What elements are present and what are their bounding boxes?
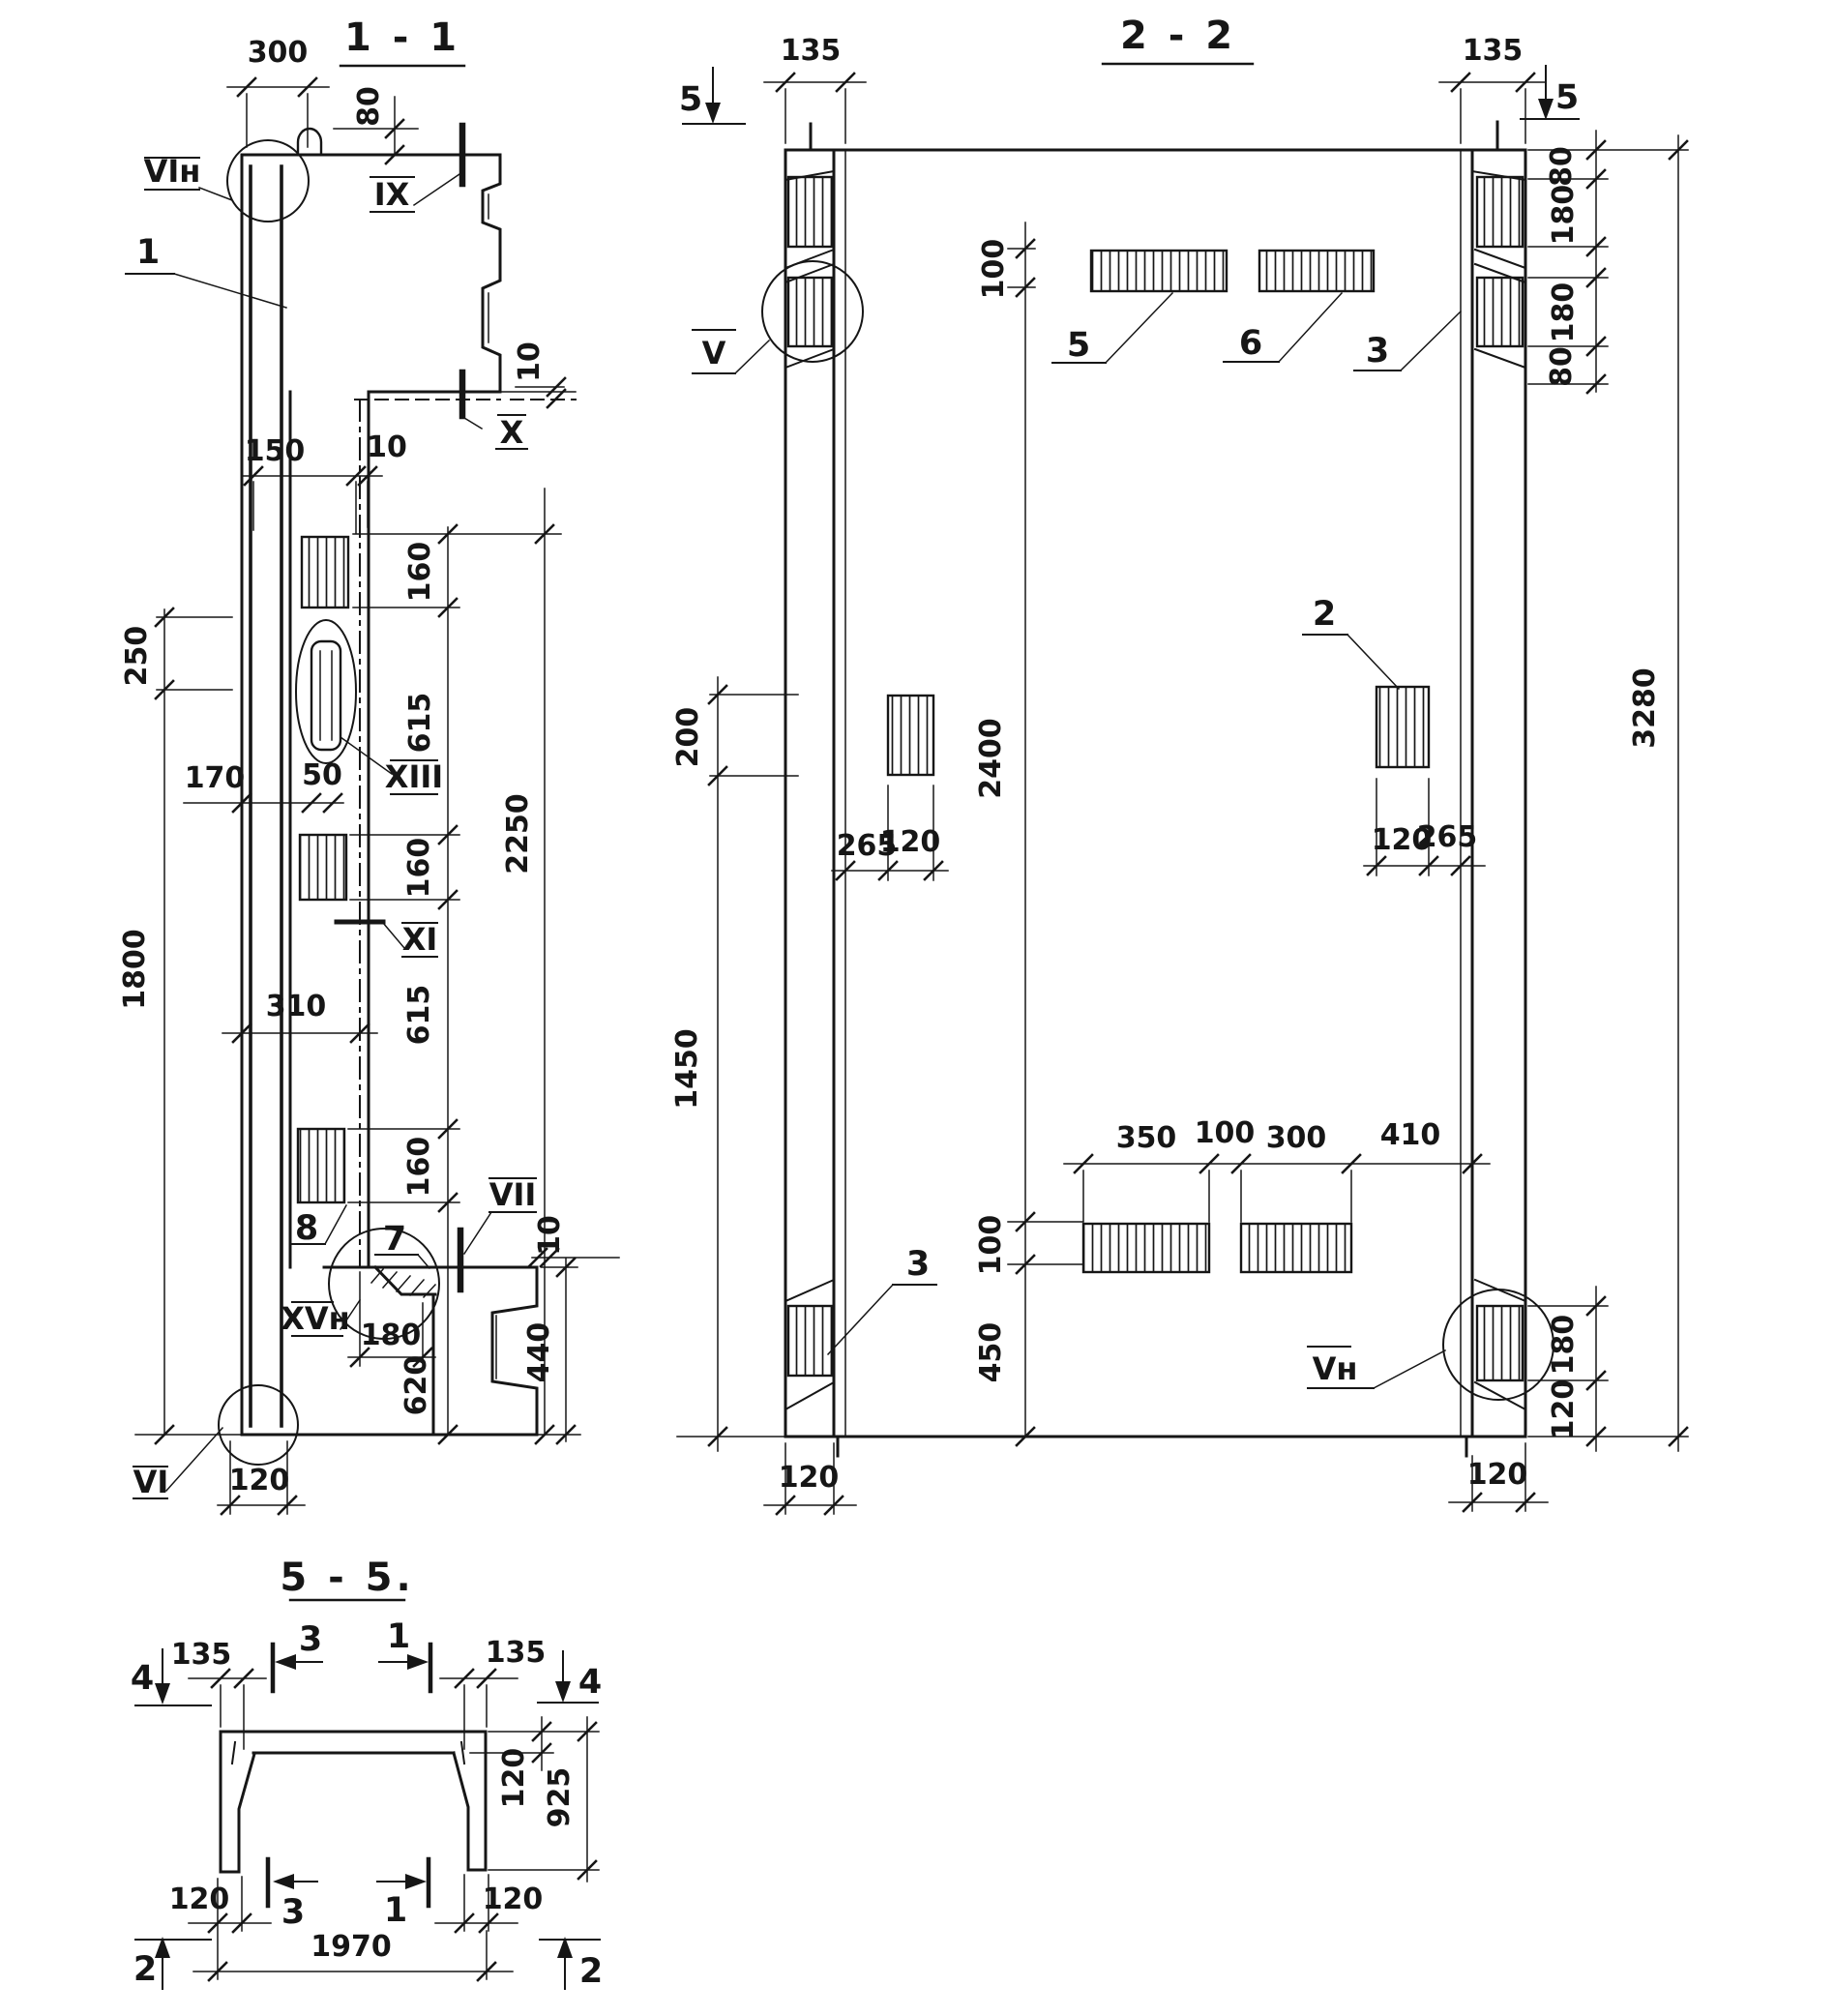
s11-dim-10-top: 10 bbox=[367, 430, 407, 464]
s22-embed-row-a bbox=[1083, 1224, 1209, 1272]
section-2-2 bbox=[670, 14, 1688, 1514]
s22-dim-450: 450 bbox=[974, 1321, 1008, 1383]
s22-right-col-embed-3 bbox=[1477, 1306, 1523, 1380]
s22-dim-120-brh: 120 bbox=[1466, 1458, 1528, 1492]
s11-dim-180: 180 bbox=[360, 1319, 422, 1352]
s11-dim-1800: 1800 bbox=[118, 929, 152, 1010]
s22-dim-120-rightmid: 120 bbox=[1371, 823, 1433, 857]
s22-right-column-diagonals bbox=[1472, 171, 1525, 1409]
s22-right-col-embed-1 bbox=[1477, 177, 1523, 247]
s55-marker-4-left: 4 bbox=[130, 1659, 155, 1698]
s22-dim-120-br: 120 bbox=[1547, 1379, 1581, 1440]
s22-left-col-embed-2 bbox=[788, 278, 832, 346]
s22-label-3-top: 3 bbox=[1365, 332, 1390, 371]
s55-dim-120-bl: 120 bbox=[168, 1883, 230, 1916]
s22-label-2: 2 bbox=[1312, 595, 1337, 634]
s11-label-xvn: XVн bbox=[281, 1300, 350, 1337]
s55-marker-4-right: 4 bbox=[577, 1663, 603, 1702]
s22-label-3-bottom: 3 bbox=[905, 1245, 931, 1284]
s22-dim-265-left: 265 bbox=[836, 829, 898, 863]
s55-marker-2-right: 2 bbox=[578, 1952, 604, 1991]
s11-label-x: X bbox=[499, 414, 524, 451]
s22-embed-item6 bbox=[1259, 251, 1374, 291]
s11-dim-160b: 160 bbox=[402, 837, 436, 899]
s22-dim-350: 350 bbox=[1115, 1121, 1177, 1155]
s22-dim-180b: 180 bbox=[1547, 282, 1581, 343]
s55-dim-925: 925 bbox=[543, 1766, 577, 1828]
s11-label-xiii: XIII bbox=[384, 758, 444, 795]
s55-channel-outline bbox=[221, 1732, 486, 1872]
s55-title: 5 - 5. bbox=[280, 1556, 415, 1600]
s22-dim-80a: 80 bbox=[1545, 146, 1579, 187]
s55-dimension-ticks bbox=[209, 1670, 596, 1980]
s55-marker-bars bbox=[268, 1645, 430, 1906]
s22-dim-300: 300 bbox=[1265, 1121, 1327, 1155]
s55-dim-135-right: 135 bbox=[485, 1636, 547, 1670]
s55-dim-1970: 1970 bbox=[311, 1930, 392, 1964]
s11-label-7: 7 bbox=[382, 1220, 407, 1259]
s11-dim-120: 120 bbox=[228, 1464, 290, 1497]
s22-label-vn: Vн bbox=[1312, 1350, 1358, 1387]
s22-dim-100-row: 100 bbox=[1194, 1116, 1256, 1150]
s22-dim-3280: 3280 bbox=[1628, 667, 1662, 749]
s22-dim-120-bl: 120 bbox=[778, 1461, 840, 1495]
s11-dim-2250: 2250 bbox=[501, 793, 535, 875]
s11-label-vii: VII bbox=[488, 1176, 537, 1213]
s11-dim-170: 170 bbox=[184, 761, 246, 795]
s22-view-arrows bbox=[713, 66, 1546, 108]
s22-embed-row-b bbox=[1241, 1224, 1351, 1272]
s22-dim-100-top: 100 bbox=[977, 238, 1011, 300]
s55-dim-135-left: 135 bbox=[170, 1638, 232, 1672]
s22-dim-200: 200 bbox=[671, 706, 705, 768]
s11-label-1: 1 bbox=[135, 233, 161, 272]
s55-dim-120-flange: 120 bbox=[497, 1747, 531, 1809]
s11-label-vi: VI bbox=[133, 1464, 169, 1500]
s22-dim-180a: 180 bbox=[1547, 184, 1581, 246]
s11-slot-plate-inner bbox=[320, 651, 332, 740]
s11-dim-50: 50 bbox=[302, 758, 342, 792]
s55-dimension-lines bbox=[189, 1678, 599, 1979]
s22-dim-180-br: 180 bbox=[1547, 1314, 1581, 1376]
s11-dim-615b: 615 bbox=[402, 984, 436, 1046]
s11-dim-160c: 160 bbox=[402, 1136, 436, 1198]
s22-label-6: 6 bbox=[1238, 324, 1263, 363]
s11-dim-250: 250 bbox=[120, 625, 154, 687]
s11-dim-10-bottom: 10 bbox=[533, 1215, 567, 1256]
s22-dim-135-right: 135 bbox=[1462, 34, 1524, 68]
s55-marker-1-bottom: 1 bbox=[383, 1891, 408, 1930]
s11-dim-440: 440 bbox=[522, 1321, 556, 1383]
s11-dim-160a: 160 bbox=[403, 541, 437, 603]
s22-dim-410: 410 bbox=[1379, 1118, 1441, 1152]
s11-label-xi: XI bbox=[401, 921, 438, 958]
s11-dim-10-x: 10 bbox=[513, 341, 547, 382]
s22-right-col-embed-2 bbox=[1477, 278, 1523, 346]
section-1-1 bbox=[118, 15, 619, 1514]
s22-dim-2400: 2400 bbox=[974, 718, 1008, 799]
s11-rebar-lines bbox=[251, 166, 281, 1426]
s11-lifting-hook bbox=[298, 129, 321, 155]
s11-embed-plate-1 bbox=[302, 537, 348, 608]
s55-marker-2-left: 2 bbox=[133, 1950, 158, 1989]
s11-dim-620: 620 bbox=[400, 1354, 433, 1416]
s22-embed-item2 bbox=[1376, 687, 1429, 767]
s11-title: 1 - 1 bbox=[343, 15, 461, 60]
s22-view-arrowheads bbox=[705, 99, 1554, 124]
s22-dim-100-bottom: 100 bbox=[974, 1214, 1008, 1276]
s11-label-ix: IX bbox=[373, 176, 410, 213]
s11-label-vin: VIн bbox=[143, 153, 201, 190]
s55-marker-3-top: 3 bbox=[298, 1620, 323, 1659]
s55-marker-1-top: 1 bbox=[386, 1617, 411, 1656]
s22-dim-1450: 1450 bbox=[670, 1028, 704, 1110]
s11-label-8: 8 bbox=[294, 1209, 319, 1248]
s22-label-5: 5 bbox=[1066, 326, 1091, 365]
s11-dim-150: 150 bbox=[244, 434, 306, 468]
s55-dim-120-br: 120 bbox=[482, 1883, 544, 1916]
s11-dim-300: 300 bbox=[247, 36, 309, 70]
s22-left-col-embed-1 bbox=[788, 177, 832, 247]
s11-dim-80: 80 bbox=[352, 86, 386, 127]
s22-dim-265-right: 265 bbox=[1416, 820, 1478, 854]
section-5-5 bbox=[131, 1556, 603, 1991]
s22-left-col-embed-3 bbox=[788, 1306, 832, 1376]
s22-embed-item5 bbox=[1091, 251, 1227, 291]
s11-embed-plate-3 bbox=[298, 1129, 344, 1202]
s11-detail-circle-vin bbox=[227, 140, 309, 222]
s22-embed-left-mid bbox=[888, 696, 933, 775]
s11-slot-plate bbox=[311, 641, 340, 750]
s22-label-v: V bbox=[701, 335, 726, 371]
s11-dim-310: 310 bbox=[265, 990, 327, 1023]
s22-dim-120-left: 120 bbox=[879, 825, 941, 859]
s22-title: 2 - 2 bbox=[1119, 14, 1237, 58]
s22-marker-5-right: 5 bbox=[1554, 78, 1580, 117]
s11-embed-plate-2 bbox=[300, 835, 346, 900]
s55-marker-3-bottom: 3 bbox=[281, 1893, 306, 1932]
s11-dim-615a: 615 bbox=[403, 692, 437, 754]
s22-dim-135-left: 135 bbox=[780, 34, 842, 68]
s22-marker-5-left: 5 bbox=[678, 80, 703, 119]
s22-dim-80b: 80 bbox=[1545, 346, 1579, 387]
